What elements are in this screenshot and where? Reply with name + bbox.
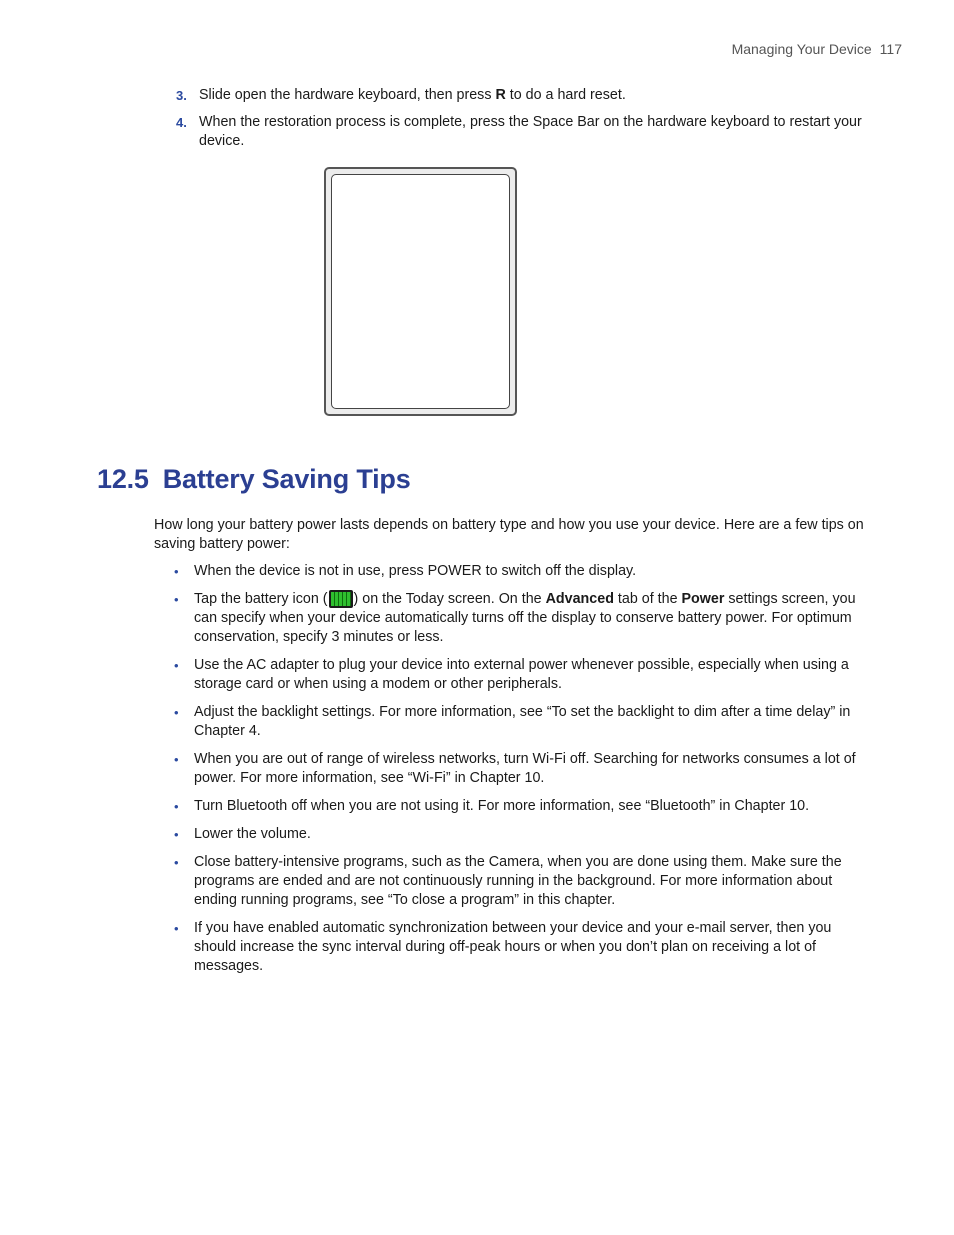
list-item [170, 825, 870, 844]
list-item [170, 853, 870, 910]
tip-text: tab of the [613, 591, 682, 607]
battery-icon [329, 590, 353, 608]
step-number: 4. [176, 115, 187, 130]
step-number: 3. [176, 88, 187, 103]
list-item [170, 656, 870, 694]
power-label: Power [681, 591, 725, 607]
bullet: • [174, 855, 179, 870]
page-number: 117 [879, 41, 902, 57]
page-header [732, 41, 902, 57]
list-item [170, 750, 870, 788]
list-item [170, 590, 870, 647]
bullet: • [174, 564, 179, 579]
tip-text: Tap the battery icon ( [194, 591, 328, 607]
advanced-tab-label: Advanced [545, 591, 614, 607]
section-number: 12.5 [97, 464, 149, 494]
tips-list [170, 562, 870, 985]
intro-paragraph: How long your battery power lasts depends on battery type and how you use your device. Here are a few tips on saving battery power: [154, 517, 864, 552]
running-header-section: Managing Your Device [731, 41, 872, 57]
tip-text: Turn Bluetooth off when you are not using it. For more information, see “Bluetooth” in Chapter 10. [194, 798, 810, 814]
step-text: When the restoration process is complete, press the Space Bar on the hardware keyboard to restart your device. [199, 114, 862, 149]
tip-text: Use the AC adapter to plug your device into external power whenever possible, especially when using a storage card or when using a modem or other peripherals. [194, 657, 849, 692]
bullet: • [174, 827, 179, 842]
list-item [170, 797, 870, 816]
bullet: • [174, 921, 179, 936]
battery-level-fill [331, 592, 351, 606]
tip-text: When the device is not in use, press POWER to switch off the display. [194, 563, 637, 579]
step-text: Slide open the hardware keyboard, then press [199, 87, 496, 103]
device-screen [331, 174, 510, 409]
bullet: • [174, 705, 179, 720]
key-label: R [495, 87, 506, 103]
tip-text: If you have enabled automatic synchronization between your device and your e-mail server, then you should increase the sync interval during off-peak hours or when you don’t plan on receiving a lot of messages. [194, 920, 832, 974]
section-title: Battery Saving Tips [162, 464, 411, 494]
section-heading [97, 464, 411, 495]
list-item [170, 919, 870, 976]
list-item [170, 562, 870, 581]
device-illustration [324, 167, 517, 416]
bullet: • [174, 752, 179, 767]
step-3 [175, 86, 865, 105]
tip-text: ) on the Today screen. On the [353, 591, 546, 607]
step-text-end: to do a hard reset. [505, 87, 626, 103]
tip-text: Adjust the backlight settings. For more information, see “To set the backlight to dim after a time delay” in Chapter 4. [194, 704, 851, 739]
tip-text: Close battery-intensive programs, such as the Camera, when you are done using them. Make sure the programs are ended and are not continuously running in the background. For more information about ending running programs, see “To close a program” in this chapter. [194, 854, 842, 908]
step-4 [175, 113, 865, 151]
bullet: • [174, 799, 179, 814]
tip-text: settings screen, you can specify when your device automatically turns off the display to conserve battery power. For optimum conservation, specify 3 minutes or less. [194, 591, 856, 645]
bullet: • [174, 592, 179, 607]
bullet: • [174, 658, 179, 673]
tip-text: When you are out of range of wireless networks, turn Wi-Fi off. Searching for networks consumes a lot of power. For more information, see “Wi-Fi” in Chapter 10. [194, 751, 856, 786]
tip-text: Lower the volume. [194, 826, 311, 842]
procedure-steps [175, 86, 865, 159]
list-item [170, 703, 870, 741]
